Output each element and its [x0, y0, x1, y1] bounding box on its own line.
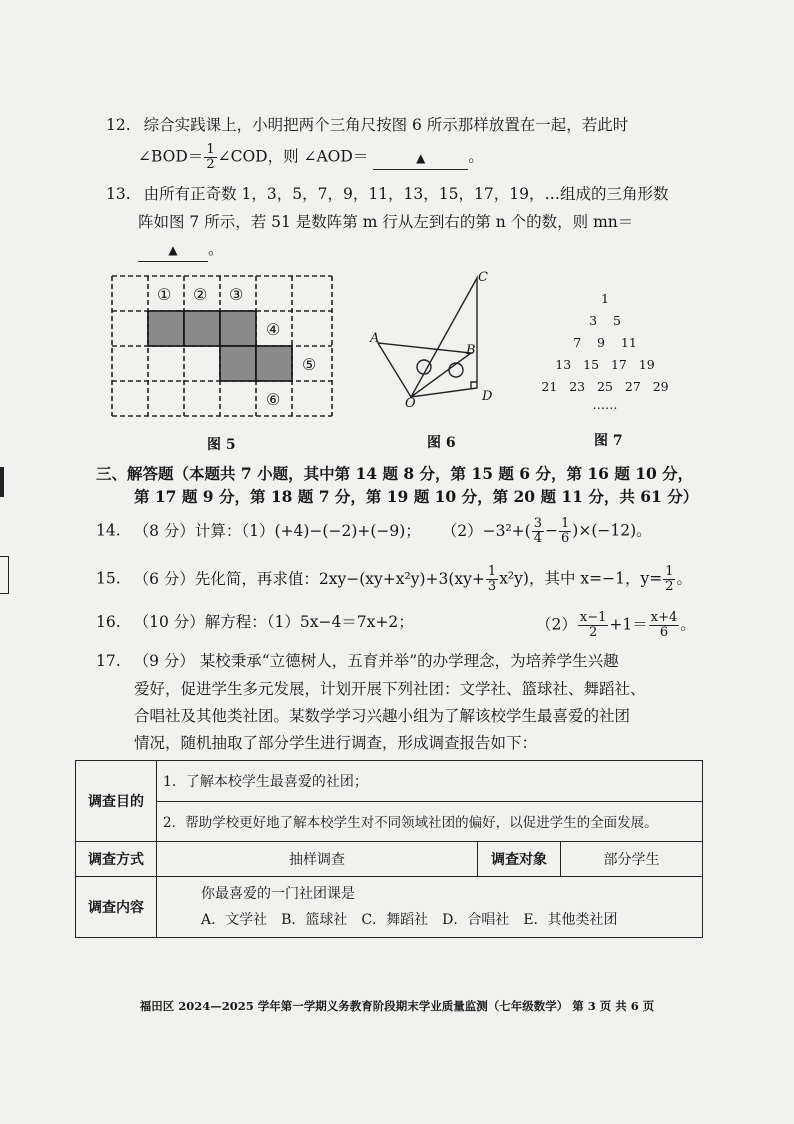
- table-row: [76, 842, 703, 877]
- question-number: 13.: [106, 185, 131, 203]
- question-15: 15. （6 分）先化简，再求值：2xy−(xy+x²y)+3(xy+ $\frac{1}{3}$ x²y)，其中 x=−1，y= $\frac{1}{2}$ 。: [96, 564, 692, 594]
- question-12-line2: ∠BOD＝ $\frac{1}{2}$ ∠COD，则 ∠AOD＝ ▲ 。: [138, 142, 484, 172]
- figure-5-marks: [108, 272, 340, 420]
- triangle-row: 7 9 11: [573, 335, 637, 350]
- table-label: 调查方式: [76, 842, 157, 877]
- survey-options: A．文学社 B．篮球社 C．舞蹈社 D．合唱社 E．其他类社团: [201, 912, 618, 928]
- figure-6-caption: 图 6: [427, 435, 456, 451]
- table-row: [76, 801, 703, 842]
- mark-2: ②: [193, 285, 208, 304]
- triangle-row: 21 23 25 27 29: [541, 379, 669, 394]
- table-cell: [157, 877, 703, 938]
- table-label: 调查内容: [76, 877, 157, 938]
- section-heading: 三、解答题（本题共 7 小题，其中第 14 题 8 分，第 15 题 6 分，第 16 题 10 分，: [96, 464, 694, 483]
- fraction: $\frac{x-1}{2}$: [579, 610, 607, 640]
- triangle-icon: ▲: [168, 243, 178, 257]
- fraction: $\frac{1}{3}$: [487, 564, 497, 594]
- question-13-line2: 阵如图 7 所示，若 51 是数阵第 m 行从左到右的第 n 个的数，则 mn＝: [138, 213, 634, 231]
- fraction: $\frac{1}{2}$: [665, 564, 674, 594]
- fraction: $\frac{1}{6}$: [561, 516, 570, 546]
- label-b: B: [466, 343, 476, 358]
- figure-6-labels: [368, 270, 508, 410]
- figure-7-caption: 图 7: [594, 433, 623, 449]
- scan-edge-mark: [0, 467, 4, 497]
- label-c: C: [478, 270, 488, 285]
- question-number: 17.: [96, 652, 121, 670]
- figure-5-caption: 图 5: [207, 437, 236, 453]
- mark-4: ④: [266, 320, 281, 339]
- question-12: [106, 114, 628, 136]
- mark-5: ⑤: [302, 355, 317, 374]
- question-text: 由所有正奇数 1，3，5，7，9，11，13，15，17，19，…组成的三角形数: [143, 185, 669, 203]
- scan-edge-box: [0, 556, 9, 594]
- table-row: [76, 761, 703, 802]
- fraction: $\frac{3}{4}$: [533, 516, 542, 546]
- answer-blank: [373, 146, 468, 170]
- label-o: O: [405, 396, 416, 411]
- question-number: 16.: [96, 613, 121, 631]
- section-heading-line2: 第 17 题 9 分，第 18 题 7 分，第 19 题 10 分，第 20 题 11 分，共 61 分）: [134, 487, 699, 506]
- triangle-row: 3 5: [589, 313, 621, 328]
- table-cell: 抽样调查: [157, 842, 478, 877]
- angle-bod: ∠BOD＝: [138, 147, 204, 166]
- question-17-line4: 情况，随机抽取了部分学生进行调查，形成调查报告如下：: [134, 734, 538, 752]
- triangle-row: 13 15 17 19: [555, 357, 655, 372]
- survey-question: 你最喜爱的一门社团课是: [201, 886, 355, 902]
- figure-7-number-triangle: [528, 288, 682, 412]
- label-a: A: [370, 331, 380, 346]
- fraction: $\frac{x+4}{6}$: [650, 610, 678, 640]
- table-cell: 部分学生: [561, 842, 703, 877]
- question-17: 17. （9 分） 某校秉承“立德树人，五育并举”的办学理念，为培养学生兴趣: [96, 652, 619, 670]
- question-14: 14. （8 分）计算：（1）(+4)−(−2)+(−9)； （2）−3²+( $\frac{3}{4}$ − $\frac{1}{6}$ )×(−12)。: [96, 516, 652, 546]
- survey-table: [75, 760, 703, 938]
- table-cell: 1．了解本校学生最喜爱的社团；: [157, 761, 703, 802]
- triangle-row: 1: [601, 291, 609, 306]
- question-13: [106, 183, 668, 205]
- question-number: 12.: [106, 116, 131, 134]
- triangle-icon: ▲: [416, 150, 426, 165]
- question-17-line2: 爱好，促进学生多元发展，计划开展下列社团：文学社、篮球社、舞蹈社、: [134, 680, 646, 698]
- question-16-part2: （2） $\frac{x-1}{2}$ +1＝ $\frac{x+4}{6}$ 。: [536, 610, 696, 640]
- question-text: 综合实践课上，小明把两个三角尺按图 6 所示那样放置在一起，若此时: [143, 116, 629, 134]
- angle-cod: ∠COD，则 ∠AOD＝: [217, 147, 369, 166]
- answer-blank: [138, 238, 208, 262]
- question-number: 15.: [96, 569, 121, 588]
- label-d: D: [482, 389, 493, 404]
- table-cell: 2．帮助学校更好地了解本校学生对不同领域社团的偏好，以促进学生的全面发展。: [157, 801, 703, 842]
- mark-6: ⑥: [266, 390, 281, 409]
- question-17-line3: 合唱社及其他类社团。某数学学习兴趣小组为了解该校学生最喜爱的社团: [134, 707, 631, 725]
- mark-3: ③: [229, 285, 244, 304]
- mark-1: ①: [157, 285, 172, 304]
- page-footer: 福田区 2024—2025 学年第一学期义务教育阶段期末学业质量监测（七年级数学） 第 3 页 共 6 页: [139, 999, 655, 1013]
- question-13-line3: ▲ 。: [138, 238, 224, 262]
- fraction-half: $\frac{1}{2}$: [206, 142, 215, 172]
- triangle-ellipsis: ……: [592, 397, 618, 412]
- question-16: 16. （10 分）解方程：（1）5x−4＝7x+2；: [96, 613, 414, 631]
- question-number: 14.: [96, 521, 121, 540]
- table-row: [76, 877, 703, 938]
- table-label: 调查对象: [478, 842, 561, 877]
- table-label: 调查目的: [76, 761, 157, 842]
